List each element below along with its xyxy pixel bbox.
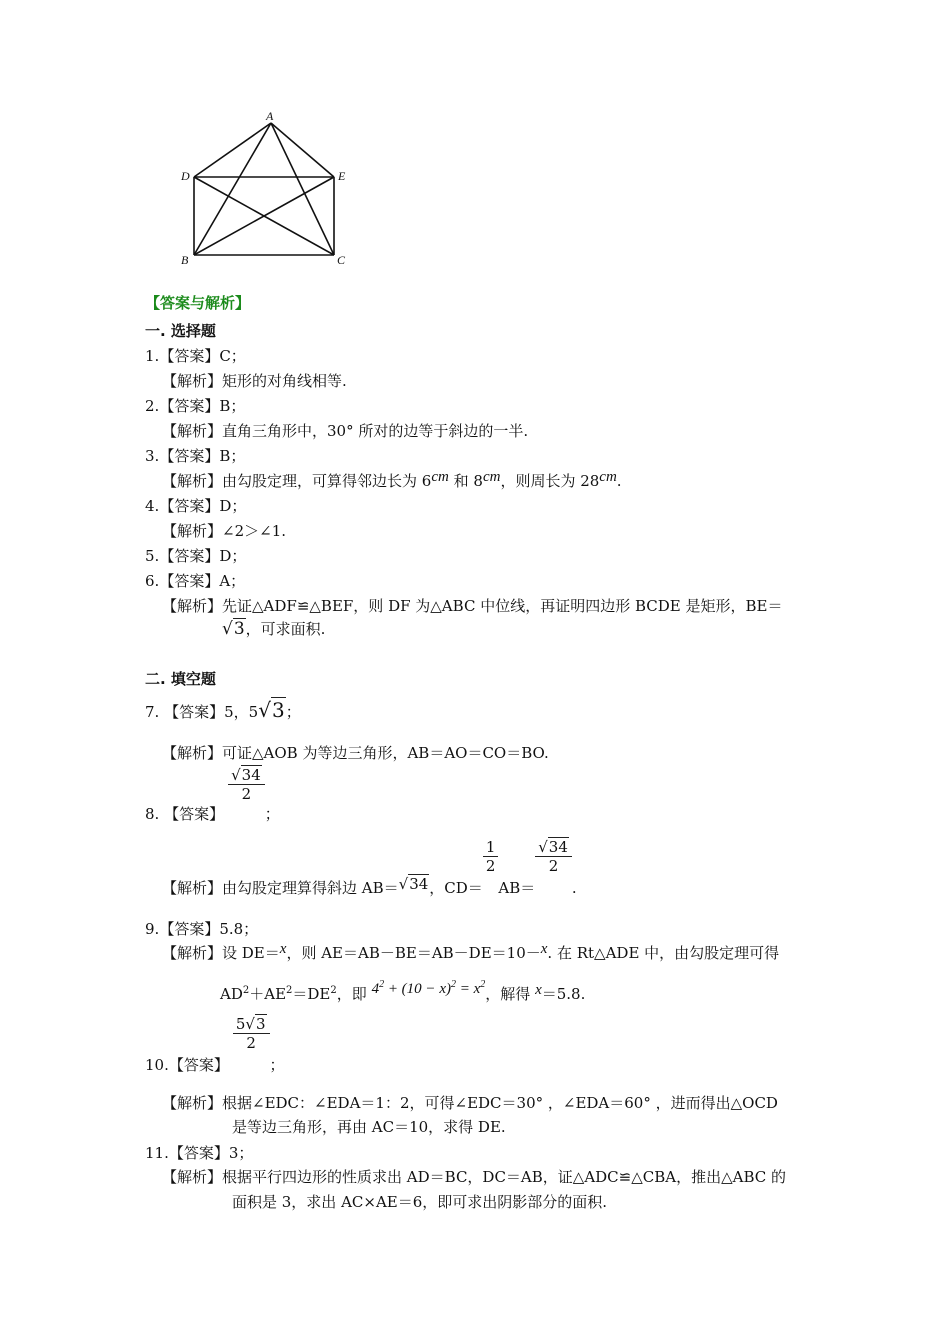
q8-answer: 8. 【答案】 $\frac{√34}{2}$ ； — [145, 766, 280, 823]
q10-analysis-cont: 是等边三角形，再由 AC＝10，求得 DE. — [232, 1118, 506, 1136]
q1-analysis: 【解析】矩形的对角线相等. — [162, 372, 347, 390]
label-b: B — [181, 253, 189, 267]
q3-answer: 3.【答案】B； — [145, 447, 246, 465]
q4-answer: 4.【答案】D； — [145, 497, 247, 515]
q10-answer: 10.【答案】 $\frac{5√3}{2}$ ； — [145, 1015, 285, 1074]
section-multiple-choice: 一. 选择题 — [145, 322, 216, 340]
label-d: D — [181, 169, 190, 183]
label-e: E — [338, 169, 346, 183]
label-c: C — [337, 253, 346, 267]
q10-analysis: 【解析】根据∠EDC：∠EDA＝1：2，可得∠EDC＝30° ，∠EDA＝60° ，进而得出△OCD — [162, 1094, 778, 1112]
answers-header: 【答案与解析】 — [145, 294, 251, 312]
q6-analysis: 【解析】先证△ADF≌△BEF，则 DF 为△ABC 中位线，再证明四边形 BCDE 是矩形，BE＝ — [162, 597, 783, 615]
label-a: A — [266, 110, 274, 123]
q9-answer: 9.【答案】5.8； — [145, 920, 259, 938]
q9-analysis-cont: $AD^2+AE^2=DE^2$，即 $4^2 + (10 - x)^2 = x^2$，解得 x＝5.8. — [220, 979, 586, 1003]
q7-answer: 7. 【答案】5，5√3； — [145, 698, 301, 722]
q2-analysis: 【解析】直角三角形中，30° 所对的边等于斜边的一半. — [162, 422, 529, 440]
q9-analysis: 【解析】设 DE＝x，则 AE＝AB－BE＝AB－DE＝10－x. 在 Rt△ADE 中，由勾股定理可得 — [162, 941, 780, 962]
q11-answer: 11.【答案】3； — [145, 1144, 254, 1162]
q6-answer: 6.【答案】A； — [145, 572, 246, 590]
q11-analysis: 【解析】根据平行四边形的性质求出 AD＝BC，DC＝AB，证△ADC≌△CBA，推出△ABC 的 — [162, 1168, 787, 1186]
q1-answer: 1.【答案】C； — [145, 347, 246, 365]
segment-ad — [194, 123, 271, 177]
q11-analysis-cont: 面积是 3，求出 AC×AE＝6，即可求出阴影部分的面积. — [232, 1193, 608, 1211]
q8-analysis: 【解析】由勾股定理算得斜边 AB＝√34，CD＝ $\frac{1}{2}$ AB＝ $\frac{√34}{2}$ . — [162, 838, 577, 897]
segment-ae — [271, 123, 334, 177]
q2-answer: 2.【答案】B； — [145, 397, 246, 415]
segment-ab — [194, 123, 271, 255]
q4-analysis: 【解析】∠2＞∠1. — [162, 522, 287, 540]
q5-answer: 5.【答案】D； — [145, 547, 247, 565]
q6-analysis-cont: √3，可求面积. — [222, 619, 326, 639]
section-fill-in: 二. 填空题 — [145, 670, 216, 688]
segment-ac — [271, 123, 334, 255]
geometry-figure — [178, 110, 353, 270]
q7-analysis: 【解析】可证△AOB 为等边三角形，AB＝AO＝CO＝BO. — [162, 744, 549, 762]
q3-analysis: 【解析】由勾股定理，可算得邻边长为 6cm 和 8cm，则周长为 28cm. — [162, 469, 622, 490]
